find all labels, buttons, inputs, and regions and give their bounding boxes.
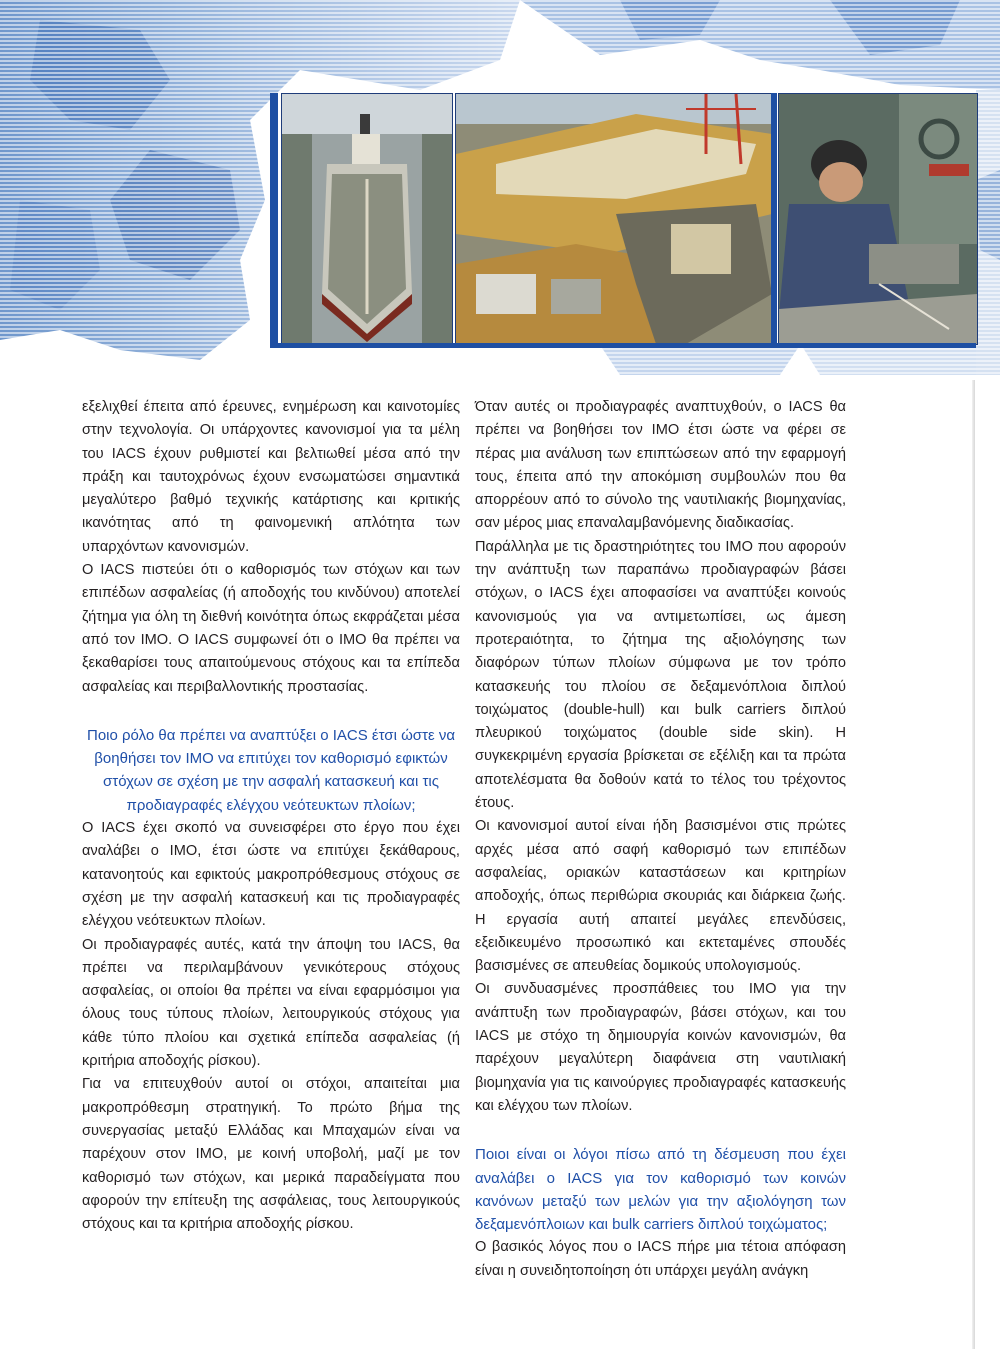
left-paragraph-3: Ο IACS έχει σκοπό να συνεισφέρει στο έργο που έχει αναλάβει ο IMO, έτσι ώστε να επιτύχει ξεκάθαρους, κατανοητούς και εφικτούς μακροπρόθεσμους στόχους σε σχέση με την ασφαλή κατασκευή και τις προδιαγραφές ελέγχου νεότευκτων πλοίων. bbox=[82, 820, 460, 930]
frame-bar-right bbox=[771, 93, 777, 343]
right-paragraph-2: Παράλληλα με τις δραστηριότητες του IMO που αφορούν την ανάπτυξη των παραπάνω προδιαγραφών βάσει στόχων, ο IACS έχει αποφασίσει να αναπτύξει κοινούς κανονισμούς για να αντιμετωπίσει, ως άμεση προτεραιότητα, το ζήτημα της αξιολόγησης των διαφόρων τύπων πλοίων σύμφωνα με τον τρόπο κατασκευής του πλοίου σε δεξαμενόπλοια διπλού τοιχώματος (double-hull) και bulk carriers διπλού πλευρικού τοιχώματος (double side skin). Η συγκεκριμένη εργασία βρίσκεται σε εξέλιξη και τα πρώτα αποτελέσματα θα δοθούν κατά το τέλος του τρέχοντος έτους. bbox=[475, 538, 846, 812]
right-paragraph-5: Ο βασικός λόγος που ο IACS πήρε μια τέτοια απόφαση είναι η συνειδητοποίηση ότι υπάρχει μεγάλη ανάγκη bbox=[475, 1239, 846, 1279]
frame-bar-bottom bbox=[270, 343, 976, 348]
left-question-heading: Ποιο ρόλο θα πρέπει να αναπτύξει ο IACS έτσι ώστε να βοηθήσει τον IMO να επιτύχει τον καθορισμό εφικτών στόχων σε σχέση με την ασφαλή κατασκευή και τις προδιαγραφές ελέγχου νεότευκτων πλοίων; bbox=[86, 726, 455, 814]
page-edge-shadow bbox=[972, 380, 975, 1349]
header-band bbox=[0, 0, 1000, 375]
right-question-heading: Ποιοι είναι οι λόγοι πίσω από τη δέσμευση που έχει αναλάβει ο IACS για τον καθορισμό των κοινών κανόνων μεταξύ των μελών για την αξιολόγηση των δεξαμενόπλοιων και bulk carriers διπλού τοιχώματος; bbox=[475, 1146, 846, 1234]
right-paragraph-1: Όταν αυτές οι προδιαγραφές αναπτυχθούν, ο IACS θα πρέπει να βοηθήσει τον IMO έτσι ώστε να φέρει σε πέρας μια ανάλυση των επιπτώσεων από την εφαρμογή τους, έπειτα από την αποκόμιση συμβουλών που θα απορρέουν από το σύνολο της ναυτιλιακής βιομηχανίας, σαν μέρος μιας επαναλαμβανόμενης διαδικασίας. bbox=[475, 399, 846, 532]
right-paragraph-4: Οι συνδυασμένες προσπάθειες του IMO για την ανάπτυξη των προδιαγραφών, βάσει στόχων, και του IACS με στόχο τη δημιουργία κοινών κανονισμών, θα παρέχουν μεγαλύτερη διαφάνεια στη ναυτιλιακή βιομηχανία για τις καινούργιες προδιαγραφές κατασκευής και ελέγχου των πλοίων. bbox=[475, 981, 846, 1114]
welder-worker-photo bbox=[778, 93, 978, 345]
left-text-column bbox=[82, 396, 460, 1236]
tanker-in-drydock-photo bbox=[281, 93, 453, 345]
left-paragraph-1: εξελιχθεί έπειτα από έρευνες, ενημέρωση και καινοτομίες στην τεχνολογία. Οι υπάρχοντες κανονισμοί για τα μέλη του IACS έχουν ρυθμιστεί και βελτιωθεί μέσα από την πράξη και ταυτοχρόνως έχουν ενσωματώσει σημαντικά μεγαλύτερο βαθμό τεχνικής κατάρτισης και κριτικής ικανότητας από τη φαινομενική απλότητα των υπαρχόντων κανονισμών. bbox=[82, 399, 460, 555]
left-paragraph-4: Οι προδιαγραφές αυτές, κατά την άποψη του IACS, θα πρέπει να περιλαμβάνουν γενικότερους στόχους ασφαλείας, οι οποίοι θα πρέπει να είναι εφαρμόσιμοι για όλους τους τύπους πλοίων, λειτουργικούς στόχους για κάθε τύπο πλοίου και σχετικά επίπεδα ασφαλείας (ή κριτήρια αποδοχής ρίσκου). bbox=[82, 936, 460, 1070]
left-paragraph-2: Ο IACS πιστεύει ότι ο καθορισμός των στόχων και των επιπέδων ασφαλείας (ή αποδοχής του κινδύνου) αποτελεί ζήτημα για όλη τη διεθνή κοινότητα όπως εκφράζεται μέσα από τον IMO. Ο IACS συμφωνεί ότι ο IMO θα πρέπει να ξεκαθαρίσει τους απαιτούμενους στόχους και τα επίπεδα ασφαλείας και περιβαλλοντικής προστασίας. bbox=[82, 562, 460, 695]
left-paragraph-5: Για να επιτευχθούν αυτοί οι στόχοι, απαιτείται μια μακροπρόθεσμη στρατηγική. Το πρώτο βήμα της συνεργασίας μεταξύ Ελλάδας και Μπαχαμών είναι να παρέχουν στον IMO, με κοινή υποβολή, μαζί με τον καθορισμό των στόχων, και μερικά παραδείγματα που αφορούν την επίτευξη της ασφάλειας, τους λειτουργικούς στόχους και τα κριτήρια αποδοχής ρίσκου. bbox=[82, 1076, 460, 1233]
right-text-column bbox=[475, 396, 846, 1283]
shipyard-blocks-photo bbox=[455, 93, 773, 345]
right-paragraph-3: Οι κανονισμοί αυτοί είναι ήδη βασισμένοι στις πρώτες αρχές μέσα από σαφή καθορισμό των επιπέδων ασφαλείας, οριακών καταστάσεων και κριτηρίων αποδοχής, όπως περιθώρια σκουριάς και διάρκεια ζωής. Η εργασία αυτή απαιτεί μεγάλες επενδύσεις, εξειδικευμένο προσωπικό και εκτεταμένες σπουδές βασισμένες σε απευθείας δομικούς υπολογισμούς. bbox=[475, 818, 846, 975]
frame-bar-left bbox=[270, 93, 278, 343]
